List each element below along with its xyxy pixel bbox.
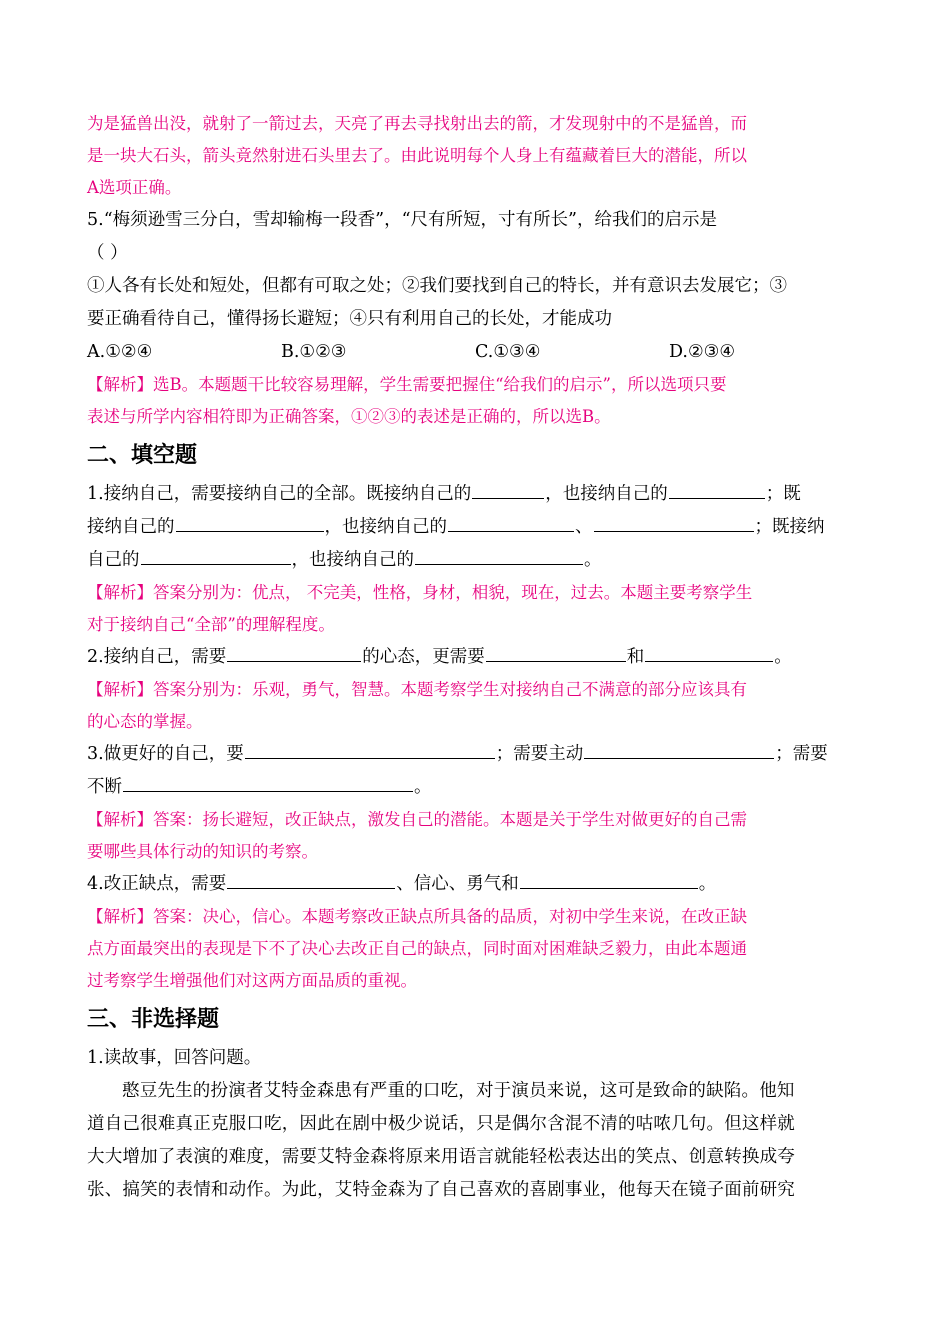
explanation-line: 【解析】答案分别为：乐观，勇气，智慧。本题考察学生对接纳自己不满意的部分应该具有 <box>87 680 747 699</box>
answer-blank[interactable] <box>227 643 361 662</box>
fill-question-1: 接纳自己的 ，也接纳自己的 、 ；既接纳 <box>87 511 863 544</box>
story-line: 道自己很难真正克服口吃，因此在剧中极少说话，只是偶尔含混不清的咕哝几句。但这样就 <box>87 1114 795 1134</box>
nonchoice-question-1: 1.读故事，回答问题。 <box>87 1048 262 1068</box>
fill-question-1: 自己的 ，也接纳自己的 。 <box>87 544 863 577</box>
answer-blank[interactable] <box>176 513 324 532</box>
explanation-line: 点方面最突出的表现是下不了决心去改正自己的缺点，同时面对困难缺乏毅力，由此本题通 <box>87 939 747 958</box>
explanation-line: 为是猛兽出没，就射了一箭过去，天亮了再去寻找射出去的箭，才发现射中的不是猛兽，而 <box>87 114 747 133</box>
explanation-line: 表述与所学内容相符即为正确答案，①②③的表述是正确的，所以选B。 <box>87 407 611 426</box>
fill-question-1: 1.接纳自己，需要接纳自己的全部。既接纳自己的 ，也接纳自己的 ；既 <box>87 478 863 511</box>
explanation-line: 对于接纳自己“全部”的理解程度。 <box>87 615 335 634</box>
answer-blank[interactable] <box>245 740 495 759</box>
option-b: B.①②③ <box>281 342 347 362</box>
story-line: 憨豆先生的扮演者艾特金森患有严重的口吃，对于演员来说，这可是致命的缺陷。他知 <box>122 1081 795 1101</box>
document-page <box>87 108 863 1207</box>
story-line: 大大增加了表演的难度，需要艾特金森将原来用语言就能轻松表达出的笑点、创意转换成夸 <box>87 1147 795 1167</box>
explanation-line: 【解析】答案：决心，信心。本题考察改正缺点所具备的品质，对初中学生来说，在改正缺 <box>87 907 747 926</box>
explanation-line: A选项正确。 <box>87 178 182 197</box>
answer-blank[interactable] <box>520 870 698 889</box>
explanation-line: 要哪些具体行动的知识的考察。 <box>87 842 318 861</box>
answer-blank[interactable] <box>141 546 291 565</box>
explanation-line: 过考察学生增强他们对这两方面品质的重视。 <box>87 971 417 990</box>
explanation-line: 【解析】答案分别为：优点， 不完美，性格，身材，相貌，现在，过去。本题主要考察学生 <box>87 583 753 602</box>
question-5-stem: 5.“梅须逊雪三分白，雪却输梅一段香”，“尺有所短，寸有所长”，给我们的启示是 <box>87 210 717 230</box>
section-heading-fill: 二、填空题 <box>87 443 198 468</box>
option-d: D.②③④ <box>669 342 736 362</box>
answer-blank[interactable] <box>594 513 754 532</box>
section-heading-nonchoice: 三、非选择题 <box>87 1007 220 1032</box>
question-5-bracket: （ ） <box>87 243 128 263</box>
question-5-options <box>87 336 863 369</box>
answer-blank[interactable] <box>584 740 774 759</box>
option-a: A.①②④ <box>87 342 153 362</box>
explanation-line: 【解析】答案：扬长避短，改正缺点，激发自己的潜能。本题是关于学生对做更好的自己需 <box>87 810 747 829</box>
answer-blank[interactable] <box>227 870 395 889</box>
explanation-line: 是一块大石头，箭头竟然射进石头里去了。由此说明每个人身上有蕴藏着巨大的潜能，所以 <box>87 146 747 165</box>
answer-blank[interactable] <box>123 773 413 792</box>
option-c: C.①③④ <box>475 342 541 362</box>
answer-blank[interactable] <box>472 480 544 499</box>
answer-blank[interactable] <box>448 513 574 532</box>
fill-question-3: 3.做更好的自己，要 ；需要主动 ；需要 <box>87 738 863 771</box>
answer-blank[interactable] <box>415 546 583 565</box>
fill-question-2: 2.接纳自己，需要 的心态，更需要 和 。 <box>87 641 863 674</box>
question-5-statements: ①人各有长处和短处，但都有可取之处；②我们要找到自己的特长，并有意识去发展它；③ <box>87 276 787 296</box>
fill-question-4: 4.改正缺点，需要 、信心、勇气和 。 <box>87 868 863 901</box>
story-line: 张、搞笑的表情和动作。为此，艾特金森为了自己喜欢的喜剧事业，他每天在镜子面前研究 <box>87 1180 795 1200</box>
answer-blank[interactable] <box>486 643 626 662</box>
question-5-statements: 要正确看待自己，懂得扬长避短；④只有利用自己的长处，才能成功 <box>87 309 612 329</box>
explanation-line: 【解析】选B。本题题干比较容易理解，学生需要把握住“给我们的启示”，所以选项只要 <box>87 375 727 394</box>
answer-blank[interactable] <box>669 480 765 499</box>
answer-blank[interactable] <box>645 643 773 662</box>
explanation-line: 的心态的掌握。 <box>87 712 203 731</box>
fill-question-3: 不断 。 <box>87 771 863 804</box>
